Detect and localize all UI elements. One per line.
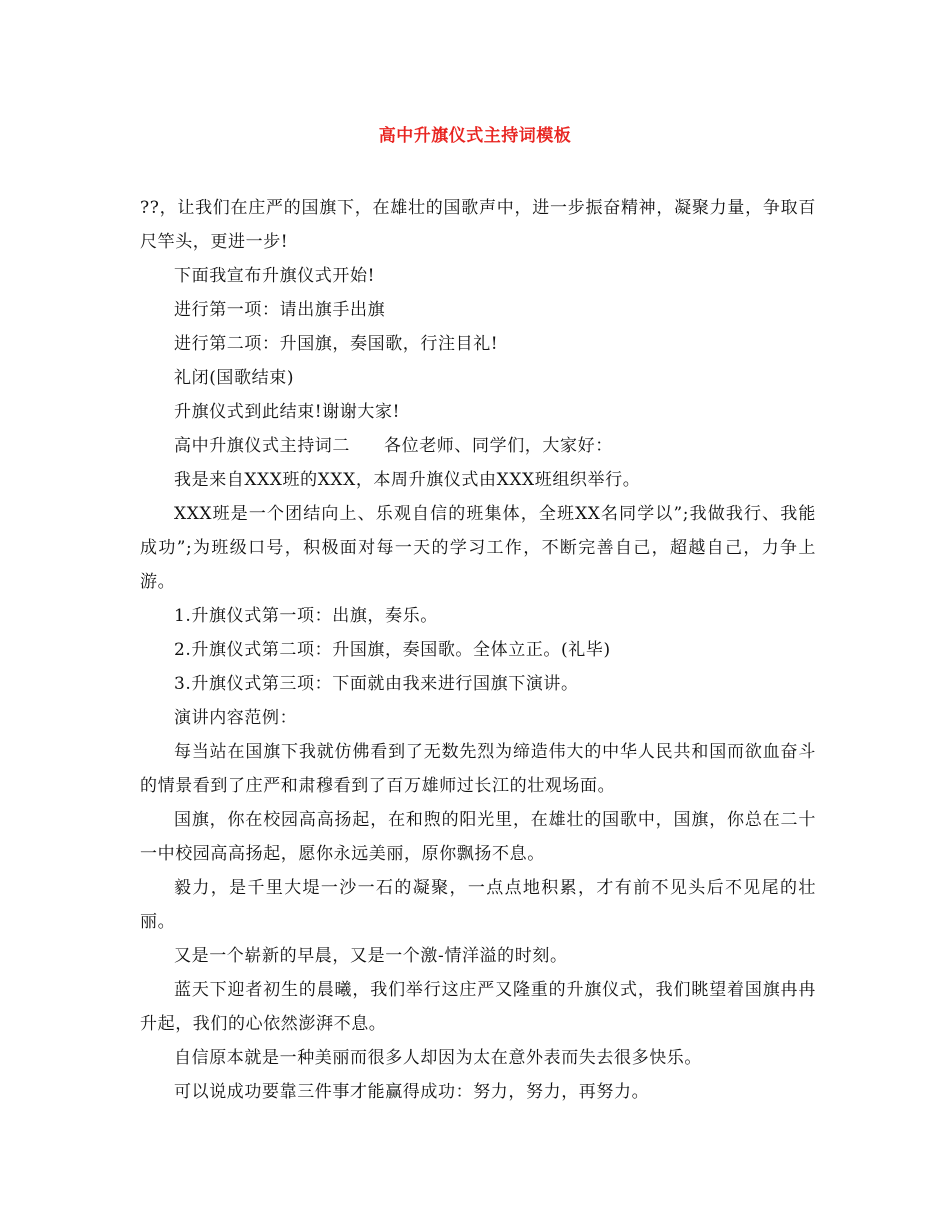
paragraph: 3.升旗仪式第三项：下面就由我来进行国旗下演讲。 xyxy=(174,674,579,694)
paragraph: 我是来自XXX班的XXX，本周升旗仪式由XXX班组织举行。 xyxy=(174,470,641,490)
paragraph: 国旗，你在校园高高扬起，在和煦的阳光里，在雄壮的国歌中，国旗，你总在二十一中校园高高扬起，愿你永远美丽，原你飘扬不息。 xyxy=(140,810,816,864)
paragraph: 2.升旗仪式第二项：升国旗，奏国歌。全体立正。(礼毕) xyxy=(174,640,611,660)
paragraph-section-heading xyxy=(140,429,816,463)
paragraph: 1.升旗仪式第一项：出旗，奏乐。 xyxy=(174,606,438,626)
paragraph: 可以说成功要靠三件事才能赢得成功：努力，努力，再努力。 xyxy=(174,1082,650,1102)
paragraph: 蓝天下迎者初生的晨曦，我们举行这庄严又隆重的升旗仪式，我们眺望着国旗冉冉升起，我们的心依然澎湃不息。 xyxy=(140,980,816,1034)
greeting: 各位老师、同学们，大家好： xyxy=(384,436,613,456)
paragraph: 下面我宣布升旗仪式开始! xyxy=(174,266,376,286)
paragraph: 自信原本就是一种美丽而很多人却因为太在意外表而失去很多快乐。 xyxy=(174,1048,702,1068)
paragraph: 礼闭(国歌结束) xyxy=(174,368,295,388)
paragraph: 进行第二项：升国旗，奏国歌，行注目礼! xyxy=(174,334,499,354)
paragraph: 毅力，是千里大堤一沙一石的凝聚，一点点地积累，才有前不见头后不见尾的壮丽。 xyxy=(140,878,816,932)
paragraph: 升旗仪式到此结束!谢谢大家! xyxy=(174,402,401,422)
paragraph: XXX班是一个团结向上、乐观自信的班集体，全班XX名同学以”;我做我行、我能成功”;为班级口号，积极面对每一天的学习工作，不断完善自己，超越自己，力争上游。 xyxy=(140,504,816,592)
paragraph: 每当站在国旗下我就仿佛看到了无数先烈为缔造伟大的中华人民共和国而欲血奋斗的情景看到了庄严和肃穆看到了百万雄师过长江的壮观场面。 xyxy=(140,742,816,796)
paragraph: 演讲内容范例： xyxy=(174,708,298,728)
document-title: 高中升旗仪式主持词模板 xyxy=(378,126,572,146)
section-subtitle: 高中升旗仪式主持词二 xyxy=(174,436,350,456)
paragraph: 进行第一项：请出旗手出旗 xyxy=(174,300,386,320)
paragraph: 又是一个崭新的早晨，又是一个激-情洋溢的时刻。 xyxy=(174,946,568,966)
paragraph-opening: ??，让我们在庄严的国旗下，在雄壮的国歌声中，进一步振奋精神，凝聚力量，争取百尺竿头，更进一步! xyxy=(140,198,816,252)
document-body xyxy=(140,191,816,1109)
